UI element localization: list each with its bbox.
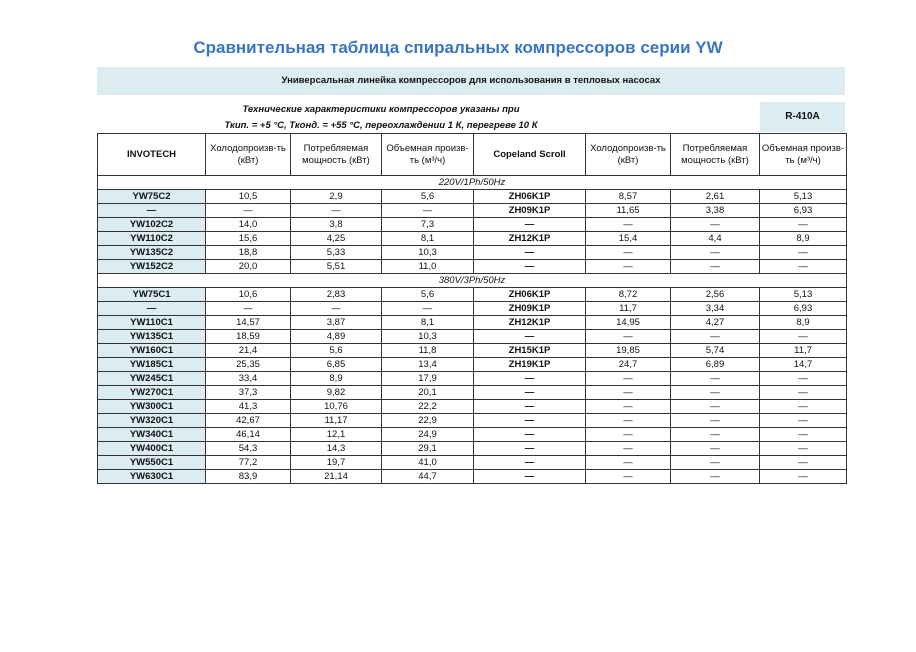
conditions-line-1: Технические характеристики компрессоров указаны при [242, 104, 520, 115]
flow-copeland-cell: — [760, 386, 847, 400]
flow-copeland-cell: — [760, 260, 847, 274]
power-cell: 9,82 [291, 386, 382, 400]
invotech-model-cell: YW152C2 [98, 260, 206, 274]
header-flow: Объемная произв-ть (м³/ч) [382, 134, 474, 176]
power-copeland-cell: 4,4 [671, 232, 760, 246]
power-cell: 8,9 [291, 372, 382, 386]
flow-cell: 22,2 [382, 400, 474, 414]
flow-copeland-cell: — [760, 470, 847, 484]
voltage-section-row [98, 274, 847, 288]
cooling-cell: 25,35 [206, 358, 291, 372]
flow-cell: 8,1 [382, 316, 474, 330]
copeland-model-cell: — [474, 260, 586, 274]
cooling-cell: 10,6 [206, 288, 291, 302]
subtitle-banner: Универсальная линейка компрессоров для использования в тепловых насосах [97, 67, 845, 95]
voltage-section-label: 220V/1Ph/50Hz [98, 176, 847, 190]
flow-copeland-cell: — [760, 218, 847, 232]
flow-copeland-cell: 5,13 [760, 288, 847, 302]
power-cell: 19,7 [291, 456, 382, 470]
invotech-model-cell: YW270C1 [98, 386, 206, 400]
flow-cell: 17,9 [382, 372, 474, 386]
flow-copeland-cell: — [760, 400, 847, 414]
table-row [98, 204, 847, 218]
power-cell: — [291, 302, 382, 316]
power-copeland-cell: 5,74 [671, 344, 760, 358]
table-row [98, 218, 847, 232]
power-cell: 11,17 [291, 414, 382, 428]
power-cell: 5,51 [291, 260, 382, 274]
copeland-model-cell: — [474, 414, 586, 428]
table-row [98, 316, 847, 330]
voltage-section-label: 380V/3Ph/50Hz [98, 274, 847, 288]
copeland-model-cell: — [474, 428, 586, 442]
invotech-model-cell: YW135C1 [98, 330, 206, 344]
power-cell: 10,76 [291, 400, 382, 414]
header-invotech: INVOTECH [98, 134, 206, 176]
flow-copeland-cell: — [760, 456, 847, 470]
cooling-copeland-cell: — [586, 330, 671, 344]
flow-cell: 5,6 [382, 288, 474, 302]
power-cell: 14,3 [291, 442, 382, 456]
table-row [98, 344, 847, 358]
cooling-cell: 37,3 [206, 386, 291, 400]
compressor-comparison-table [97, 133, 847, 484]
flow-copeland-cell: 14,7 [760, 358, 847, 372]
cooling-copeland-cell: 8,57 [586, 190, 671, 204]
flow-copeland-cell: — [760, 428, 847, 442]
cooling-cell: 14,0 [206, 218, 291, 232]
flow-cell: 22,9 [382, 414, 474, 428]
flow-cell: 10,3 [382, 330, 474, 344]
refrigerant-label: R-410A [760, 102, 845, 132]
cooling-cell: 20,0 [206, 260, 291, 274]
power-copeland-cell: 6,89 [671, 358, 760, 372]
power-copeland-cell: — [671, 330, 760, 344]
copeland-model-cell: — [474, 400, 586, 414]
cooling-copeland-cell: 11,7 [586, 302, 671, 316]
cooling-cell: 10,5 [206, 190, 291, 204]
table-row [98, 386, 847, 400]
copeland-model-cell: — [474, 218, 586, 232]
table-row [98, 246, 847, 260]
power-cell: 12,1 [291, 428, 382, 442]
flow-copeland-cell: 5,13 [760, 190, 847, 204]
power-copeland-cell: — [671, 260, 760, 274]
flow-copeland-cell: 6,93 [760, 204, 847, 218]
copeland-model-cell: — [474, 372, 586, 386]
power-copeland-cell: — [671, 218, 760, 232]
flow-cell: 24,9 [382, 428, 474, 442]
power-copeland-cell: — [671, 456, 760, 470]
copeland-model-cell: ZH15K1P [474, 344, 586, 358]
table-row [98, 442, 847, 456]
power-copeland-cell: 3,34 [671, 302, 760, 316]
power-copeland-cell: — [671, 470, 760, 484]
cooling-cell: 15,6 [206, 232, 291, 246]
flow-cell: 29,1 [382, 442, 474, 456]
invotech-model-cell: YW75C2 [98, 190, 206, 204]
cooling-copeland-cell: — [586, 456, 671, 470]
invotech-model-cell: YW102C2 [98, 218, 206, 232]
flow-cell: 44,7 [382, 470, 474, 484]
flow-cell: 5,6 [382, 190, 474, 204]
copeland-model-cell: ZH09K1P [474, 302, 586, 316]
flow-copeland-cell: — [760, 330, 847, 344]
flow-cell: 11,0 [382, 260, 474, 274]
cooling-copeland-cell: 19,85 [586, 344, 671, 358]
cooling-copeland-cell: — [586, 218, 671, 232]
invotech-model-cell: — [98, 302, 206, 316]
table-row [98, 372, 847, 386]
power-cell: 2,9 [291, 190, 382, 204]
cooling-copeland-cell: — [586, 260, 671, 274]
invotech-model-cell: YW75C1 [98, 288, 206, 302]
test-conditions [97, 102, 665, 134]
flow-copeland-cell: — [760, 442, 847, 456]
table-row [98, 400, 847, 414]
cooling-cell: 42,67 [206, 414, 291, 428]
invotech-model-cell: YW400C1 [98, 442, 206, 456]
power-copeland-cell: — [671, 400, 760, 414]
table-row [98, 190, 847, 204]
cooling-cell: 46,14 [206, 428, 291, 442]
conditions-line-2: Ткип. = +5 °С, Тконд. = +55 °С, переохлаждении 1 К, перегреве 10 К [224, 120, 538, 131]
flow-copeland-cell: — [760, 414, 847, 428]
cooling-copeland-cell: — [586, 400, 671, 414]
cooling-cell: 18,59 [206, 330, 291, 344]
invotech-model-cell: YW550C1 [98, 456, 206, 470]
header-power-copeland: Потребляемая мощность (кВт) [671, 134, 760, 176]
cooling-copeland-cell: — [586, 428, 671, 442]
header-flow-copeland: Объемная произв-ть (м³/ч) [760, 134, 847, 176]
table-row [98, 330, 847, 344]
cooling-cell: 41,3 [206, 400, 291, 414]
power-copeland-cell: — [671, 442, 760, 456]
header-power: Потребляемая мощность (кВт) [291, 134, 382, 176]
invotech-model-cell: YW245C1 [98, 372, 206, 386]
copeland-model-cell: — [474, 456, 586, 470]
copeland-model-cell: — [474, 246, 586, 260]
cooling-cell: 83,9 [206, 470, 291, 484]
power-cell: 2,83 [291, 288, 382, 302]
flow-cell: 10,3 [382, 246, 474, 260]
copeland-model-cell: — [474, 470, 586, 484]
power-cell: 5,6 [291, 344, 382, 358]
power-copeland-cell: 4,27 [671, 316, 760, 330]
cooling-cell: 18,8 [206, 246, 291, 260]
cooling-cell: 54,3 [206, 442, 291, 456]
header-cooling-copeland: Холодопроизв-ть (кВт) [586, 134, 671, 176]
flow-copeland-cell: — [760, 246, 847, 260]
invotech-model-cell: YW340C1 [98, 428, 206, 442]
power-copeland-cell: — [671, 386, 760, 400]
power-copeland-cell: 3,38 [671, 204, 760, 218]
table-row [98, 428, 847, 442]
flow-copeland-cell: 6,93 [760, 302, 847, 316]
invotech-model-cell: — [98, 204, 206, 218]
table-header-row [98, 134, 847, 176]
cooling-copeland-cell: — [586, 372, 671, 386]
document-title: Сравнительная таблица спиральных компрессоров серии YW [193, 38, 723, 57]
flow-copeland-cell: 8,9 [760, 316, 847, 330]
cooling-copeland-cell: — [586, 246, 671, 260]
flow-copeland-cell: — [760, 372, 847, 386]
cooling-cell: 14,57 [206, 316, 291, 330]
copeland-model-cell: — [474, 442, 586, 456]
flow-cell: 7,3 [382, 218, 474, 232]
table-row [98, 260, 847, 274]
cooling-cell: 33,4 [206, 372, 291, 386]
voltage-section-row [98, 176, 847, 190]
flow-cell: 13,4 [382, 358, 474, 372]
header-cooling: Холодопроизв-ть (кВт) [206, 134, 291, 176]
power-copeland-cell: — [671, 246, 760, 260]
copeland-model-cell: ZH12K1P [474, 316, 586, 330]
flow-cell: — [382, 204, 474, 218]
table-row [98, 414, 847, 428]
flow-copeland-cell: 8,9 [760, 232, 847, 246]
cooling-copeland-cell: — [586, 470, 671, 484]
cooling-copeland-cell: — [586, 414, 671, 428]
cooling-cell: 21,4 [206, 344, 291, 358]
invotech-model-cell: YW300C1 [98, 400, 206, 414]
invotech-model-cell: YW110C1 [98, 316, 206, 330]
flow-cell: 41,0 [382, 456, 474, 470]
flow-cell: 11,8 [382, 344, 474, 358]
power-copeland-cell: — [671, 414, 760, 428]
cooling-cell: — [206, 204, 291, 218]
copeland-model-cell: ZH12K1P [474, 232, 586, 246]
flow-cell: 20,1 [382, 386, 474, 400]
power-cell: 3,87 [291, 316, 382, 330]
table-row [98, 232, 847, 246]
invotech-model-cell: YW110C2 [98, 232, 206, 246]
table-row [98, 470, 847, 484]
header-copeland: Copeland Scroll [474, 134, 586, 176]
cooling-copeland-cell: 8,72 [586, 288, 671, 302]
table-row [98, 358, 847, 372]
power-cell: 4,25 [291, 232, 382, 246]
copeland-model-cell: ZH06K1P [474, 288, 586, 302]
cooling-copeland-cell: 14,95 [586, 316, 671, 330]
power-copeland-cell: 2,56 [671, 288, 760, 302]
cooling-copeland-cell: — [586, 386, 671, 400]
power-cell: — [291, 204, 382, 218]
copeland-model-cell: — [474, 386, 586, 400]
power-copeland-cell: — [671, 372, 760, 386]
invotech-model-cell: YW630C1 [98, 470, 206, 484]
invotech-model-cell: YW185C1 [98, 358, 206, 372]
copeland-model-cell: — [474, 330, 586, 344]
flow-cell: — [382, 302, 474, 316]
invotech-model-cell: YW160C1 [98, 344, 206, 358]
cooling-copeland-cell: 11,65 [586, 204, 671, 218]
copeland-model-cell: ZH09K1P [474, 204, 586, 218]
cooling-cell: — [206, 302, 291, 316]
cooling-copeland-cell: 15,4 [586, 232, 671, 246]
flow-cell: 8,1 [382, 232, 474, 246]
power-cell: 5,33 [291, 246, 382, 260]
cooling-copeland-cell: — [586, 442, 671, 456]
table-row [98, 288, 847, 302]
invotech-model-cell: YW135C2 [98, 246, 206, 260]
flow-copeland-cell: 11,7 [760, 344, 847, 358]
power-cell: 21,14 [291, 470, 382, 484]
table-row [98, 456, 847, 470]
copeland-model-cell: ZH06K1P [474, 190, 586, 204]
power-cell: 6,85 [291, 358, 382, 372]
invotech-model-cell: YW320C1 [98, 414, 206, 428]
cooling-cell: 77,2 [206, 456, 291, 470]
power-cell: 3,8 [291, 218, 382, 232]
table-row [98, 302, 847, 316]
power-cell: 4,89 [291, 330, 382, 344]
power-copeland-cell: 2,61 [671, 190, 760, 204]
copeland-model-cell: ZH19K1P [474, 358, 586, 372]
power-copeland-cell: — [671, 428, 760, 442]
cooling-copeland-cell: 24,7 [586, 358, 671, 372]
